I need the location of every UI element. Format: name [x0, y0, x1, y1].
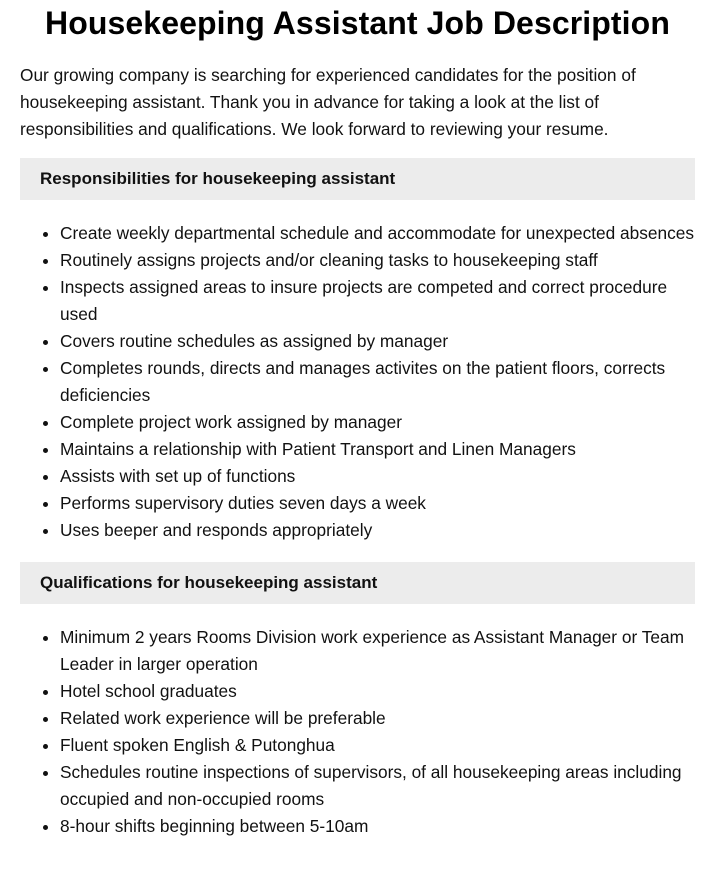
responsibilities-heading: Responsibilities for housekeeping assistant — [20, 158, 695, 200]
list-item: • 8-hour shifts beginning between 5-10am — [60, 813, 695, 840]
list-item: • Covers routine schedules as assigned by manager — [60, 328, 695, 355]
list-item: • Assists with set up of functions — [60, 463, 695, 490]
qualifications-heading: Qualifications for housekeeping assistant — [20, 562, 695, 604]
responsibilities-list — [20, 220, 695, 544]
list-item: • Schedules routine inspections of supervisors, of all housekeeping areas including occupied and non-occupied rooms — [60, 759, 695, 813]
page-title: Housekeeping Assistant Job Description — [45, 5, 670, 41]
list-item: • Related work experience will be preferable — [60, 705, 695, 732]
list-item: • Inspects assigned areas to insure projects are competed and correct procedure used — [60, 274, 695, 328]
list-item: • Hotel school graduates — [60, 678, 695, 705]
list-item: • Create weekly departmental schedule and accommodate for unexpected absences — [60, 220, 695, 247]
qualifications-list — [20, 624, 695, 840]
list-item: • Completes rounds, directs and manages activites on the patient floors, corrects deficiencies — [60, 355, 695, 409]
list-item: • Uses beeper and responds appropriately — [60, 517, 695, 544]
list-item: • Routinely assigns projects and/or cleaning tasks to housekeeping staff — [60, 247, 695, 274]
list-item: • Complete project work assigned by manager — [60, 409, 695, 436]
list-item: • Performs supervisory duties seven days a week — [60, 490, 695, 517]
list-item: • Minimum 2 years Rooms Division work experience as Assistant Manager or Team Leader in larger operation — [60, 624, 695, 678]
intro-paragraph: Our growing company is searching for experienced candidates for the position of housekeeping assistant. Thank you in advance for taking a look at the list of responsibilities and qualifications. We look forward to reviewing your resume. — [20, 65, 636, 139]
list-item: • Maintains a relationship with Patient Transport and Linen Managers — [60, 436, 695, 463]
list-item: • Fluent spoken English & Putonghua — [60, 732, 695, 759]
